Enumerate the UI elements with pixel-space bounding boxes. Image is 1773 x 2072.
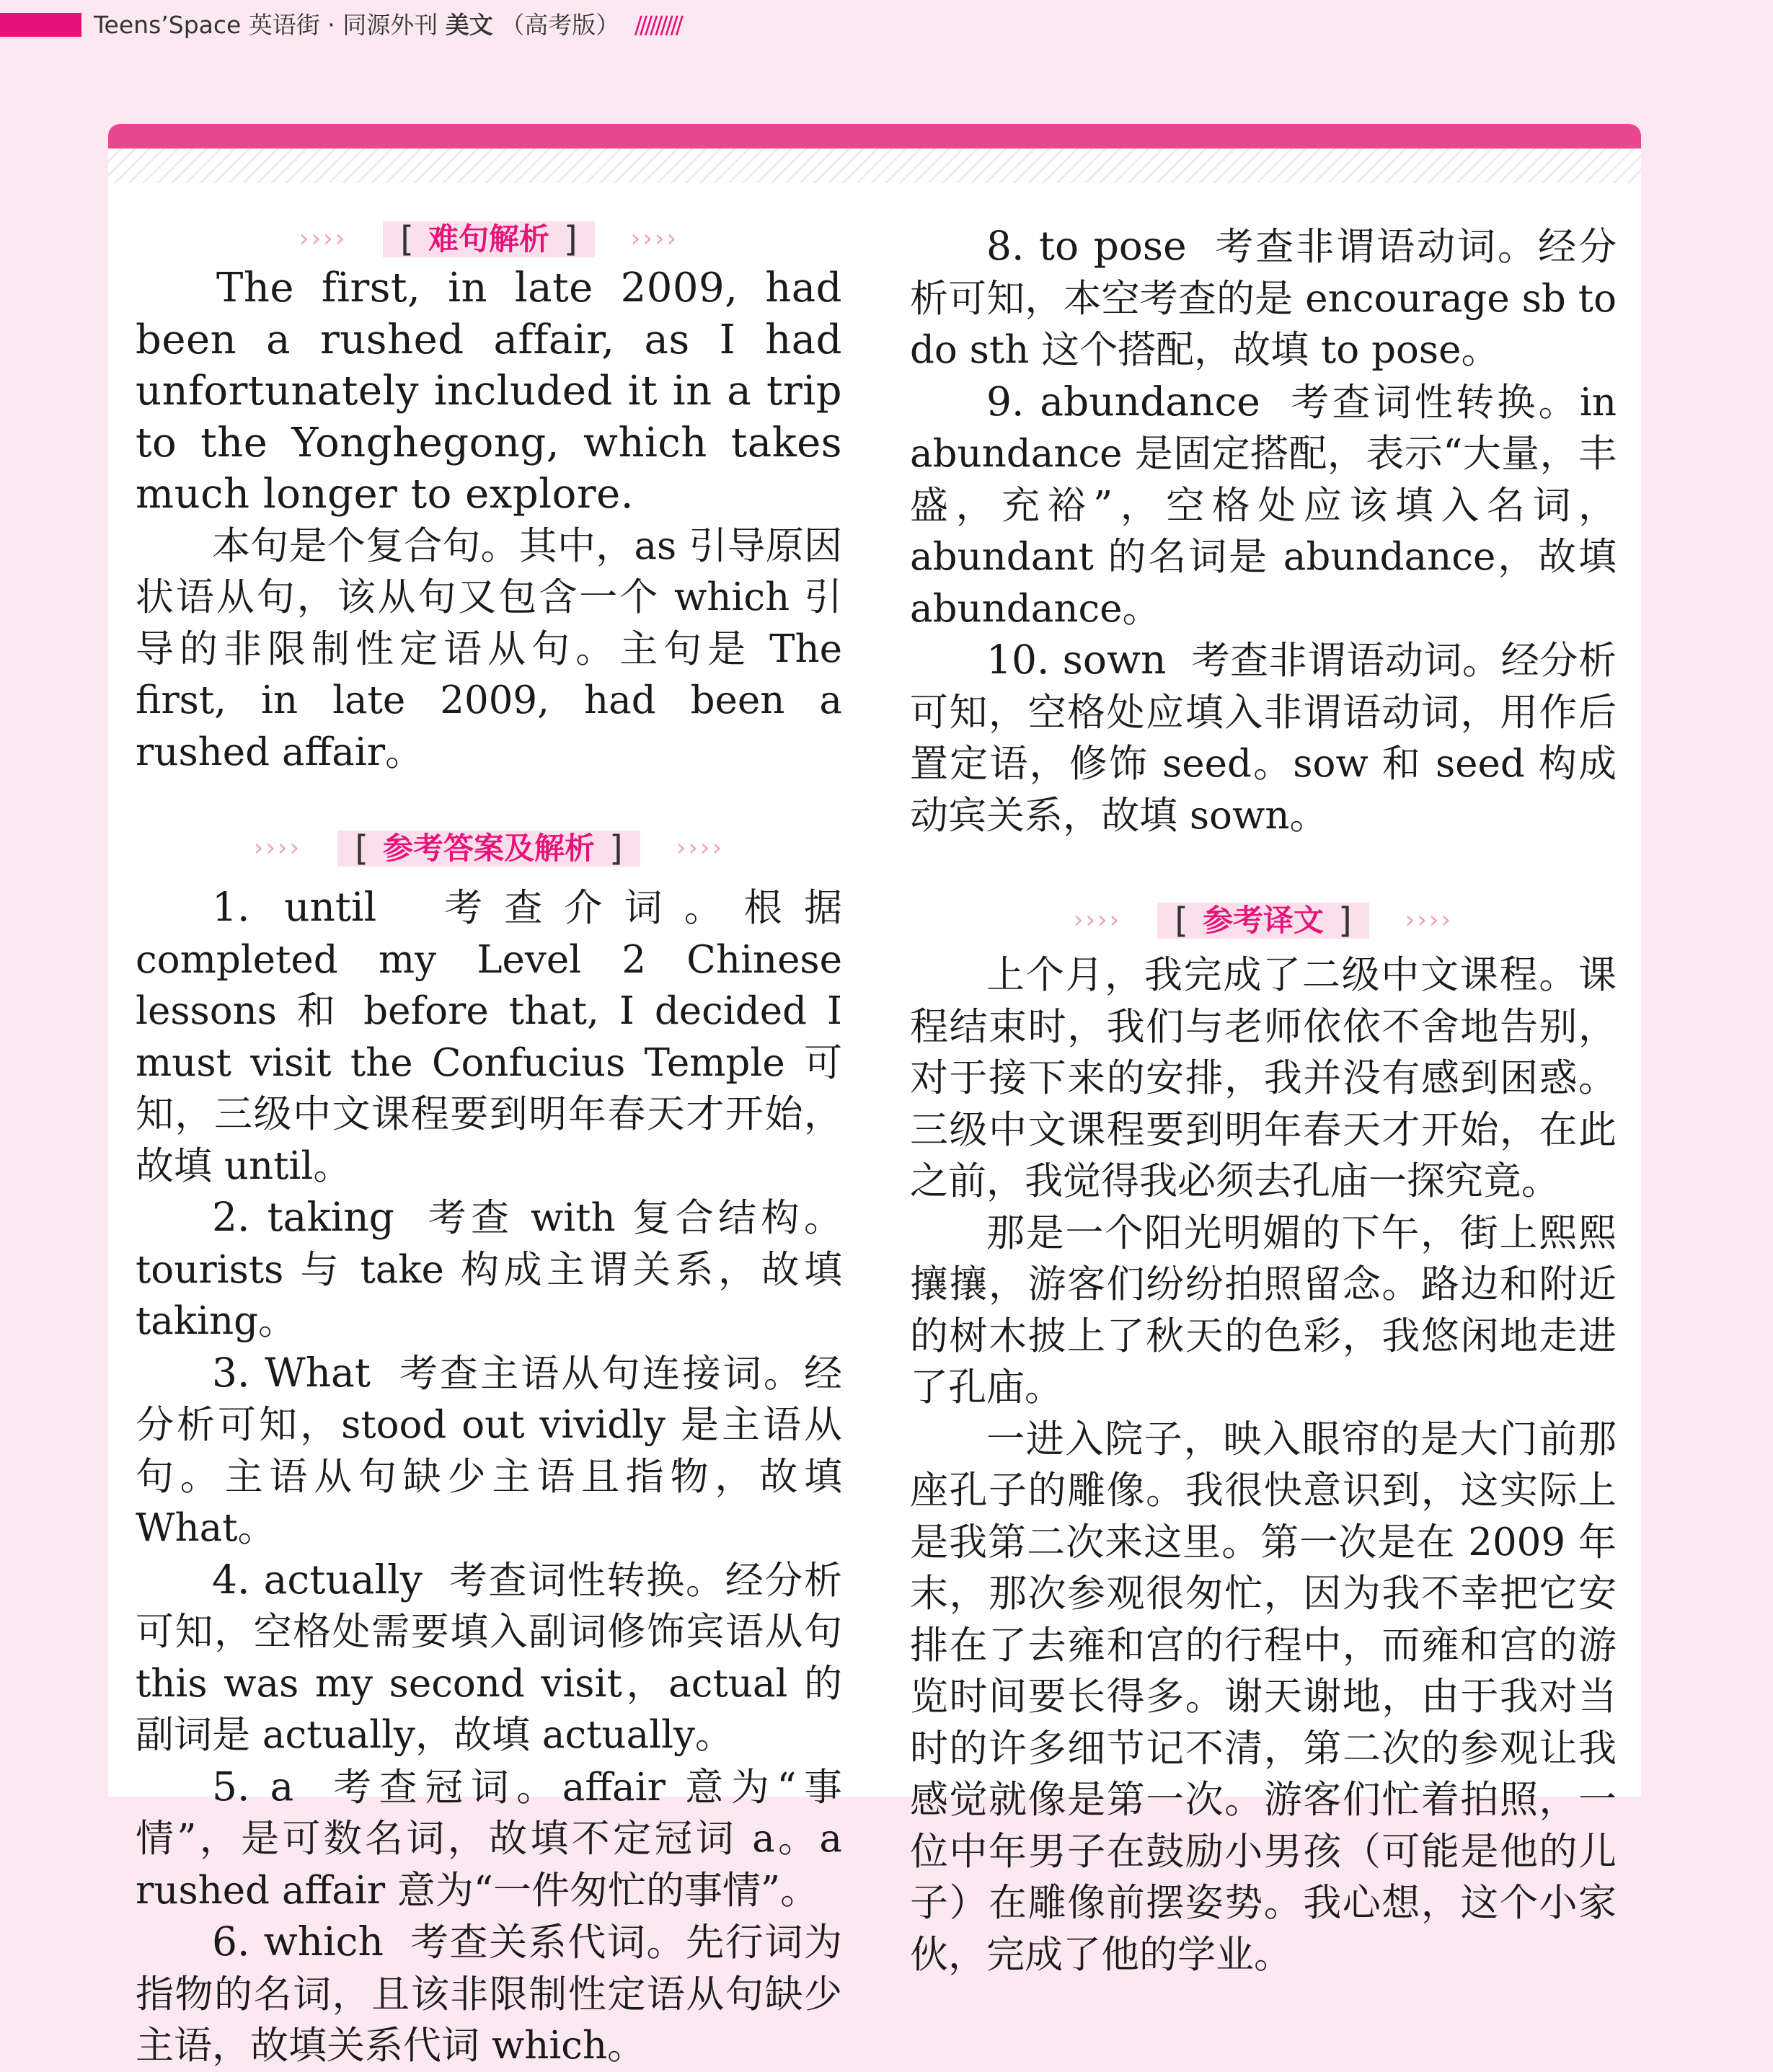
header-brand: Teens’Space 英语街 · 同源外刊 (94, 11, 438, 39)
right-column (910, 221, 1617, 1980)
bracket-open: [ (400, 219, 414, 260)
header-slashes: ///////// (634, 11, 681, 39)
answer-lead: 8. to pose (986, 223, 1187, 269)
header-accent-bar (0, 13, 81, 37)
answer-item-10 (910, 634, 1617, 841)
answer-text: 考查冠词。affair 意为“事情”，是可数名词，故填不定冠词 a。a rushed affair 意为“一件匆忙的事情”。 (136, 1765, 842, 1913)
answer-item-5 (136, 1761, 842, 1917)
answer-text: 考查词性转换。经分析可知，空格处需要填入副词修饰宾语从句 this was my second visit，actual 的副词是 actually，故填 actually。 (136, 1558, 843, 1757)
header-bold-word: 美文 (445, 11, 493, 39)
answer-lead: 2. taking (212, 1194, 394, 1240)
answer-text: 考查关系代词。先行词为指物的名词，且该非限制性定语从句缺少主语，故填关系代词 which。 (136, 1921, 843, 2068)
translation-paragraph-2: 那是一个阳光明媚的下午，街上熙熙攘攘，游客们纷纷拍照留念。路边和附近的树木披上了秋天的色彩，我悠闲地走进了孔庙。 (910, 1210, 1617, 1409)
section-title-translation (910, 898, 1617, 944)
arrow-decoration-left: ›››› (253, 833, 302, 863)
title-box (383, 219, 594, 260)
translation-paragraph-3: 一进入院子，映入眼帘的是大门前那座孔子的雕像。我很快意识到，这实际上是我第二次来这里。第一次是在 2009 年末，那次参观很匆忙，因为我不幸把它安排在了去雍和宫的行程中，而雍和宫的游览时间要长得多。谢天谢地，由于我对当时的许多细节记不清，第二次的参观让我感觉就像是第一次。游客们忙着拍照，一位中年男子在鼓励小男孩（可能是他的儿子）在雕像前摆姿势。我心想，这个小家伙，完成了他的学业。 (910, 1417, 1617, 1977)
answer-text: 考查非谓语动词。经分析可知，空格处应填入非谓语动词，用作后置定语，修饰 seed。sow 和 seed 构成动宾关系，故填 sown。 (910, 639, 1617, 838)
sentence-analysis: 本句是个复合句。其中，as 引导原因状语从句，该从句又包含一个 which 引导的非限制性定语从句。主句是 The first, in late 2009, had been a rushed affair。 (136, 523, 842, 774)
left-column (136, 216, 842, 2072)
answer-lead: 10. sown (986, 637, 1167, 683)
difficult-sentence: The first, in late 2009, had been a rushed affair, as I had unfortunately included it in a trip to the Yonghegong, which takes much longer to explore. (136, 265, 842, 518)
answer-item-4 (136, 1554, 842, 1761)
header-edition: （高考版） (500, 11, 620, 39)
bracket-open: [ (1175, 900, 1188, 941)
answer-text: 考查 with 复合结构。tourists 与 take 构成主谓关系，故填 taking。 (136, 1196, 842, 1343)
arrow-decoration-right: ›››› (1405, 906, 1454, 935)
title-box (1157, 900, 1369, 941)
answer-lead: 6. which (212, 1918, 384, 1965)
answer-item-6 (136, 1916, 842, 2072)
answer-lead: 1. until (212, 884, 377, 930)
spacer (910, 944, 1617, 949)
arrow-decoration-right: ›››› (676, 833, 725, 863)
bracket-open: [ (355, 828, 368, 869)
arrow-decoration-right: ›››› (630, 224, 679, 254)
section-label: 难句解析 (428, 221, 549, 257)
spacer (136, 872, 842, 882)
answer-text: 考查词性转换。in abundance 是固定搭配，表示“大量，丰盛，充裕”，空格处应该填入名词，abundant 的名词是 abundance，故填 abundance。 (910, 380, 1617, 631)
answer-item-3 (136, 1347, 842, 1554)
answer-text: 考查介词。根据 completed my Level 2 Chinese lessons 和 before that, I decided I must visit the Confucius Temple 可知，三级中文课程要到明年春天才开始，故填 until。 (136, 886, 843, 1188)
section-title-answers (136, 825, 842, 872)
bracket-close: ] (1338, 900, 1352, 941)
answer-item-1 (136, 882, 842, 1192)
answer-lead: 5. a (212, 1763, 294, 1810)
answer-lead: 9. abundance (986, 378, 1260, 425)
answer-text: 考查非谓语动词。经分析可知，本空考查的是 encourage sb to do sth 这个搭配，故填 to pose。 (910, 225, 1617, 372)
spacer (910, 841, 1617, 898)
section-title-difficult-sentence (136, 216, 842, 262)
spacer (136, 778, 842, 825)
translation-paragraph-1: 上个月，我完成了二级中文课程。课程结束时，我们与老师依依不舍地告别，对于接下来的安排，我并没有感到困惑。三级中文课程要到明年春天才开始，在此之前，我觉得我必须去孔庙一探究竟。 (910, 953, 1617, 1203)
bracket-close: ] (564, 219, 578, 260)
bracket-close: ] (609, 828, 623, 869)
arrow-decoration-left: ›››› (1073, 906, 1122, 935)
answer-item-8 (910, 221, 1617, 376)
title-box (337, 828, 640, 869)
section-label: 参考答案及解析 (382, 831, 595, 866)
card-hatch-pattern (108, 149, 1641, 183)
answer-item-9 (910, 376, 1617, 635)
answer-item-2 (136, 1192, 842, 1347)
answer-lead: 4. actually (212, 1556, 423, 1603)
answer-text: 考查主语从句连接词。经分析可知，stood out vividly 是主语从句。主语从句缺少主语且指物，故填 What。 (136, 1351, 843, 1550)
section-label: 参考译文 (1202, 903, 1324, 938)
card-top-band (108, 124, 1641, 149)
running-header (94, 7, 681, 43)
arrow-decoration-left: ›››› (299, 224, 348, 254)
answer-lead: 3. What (212, 1349, 371, 1396)
